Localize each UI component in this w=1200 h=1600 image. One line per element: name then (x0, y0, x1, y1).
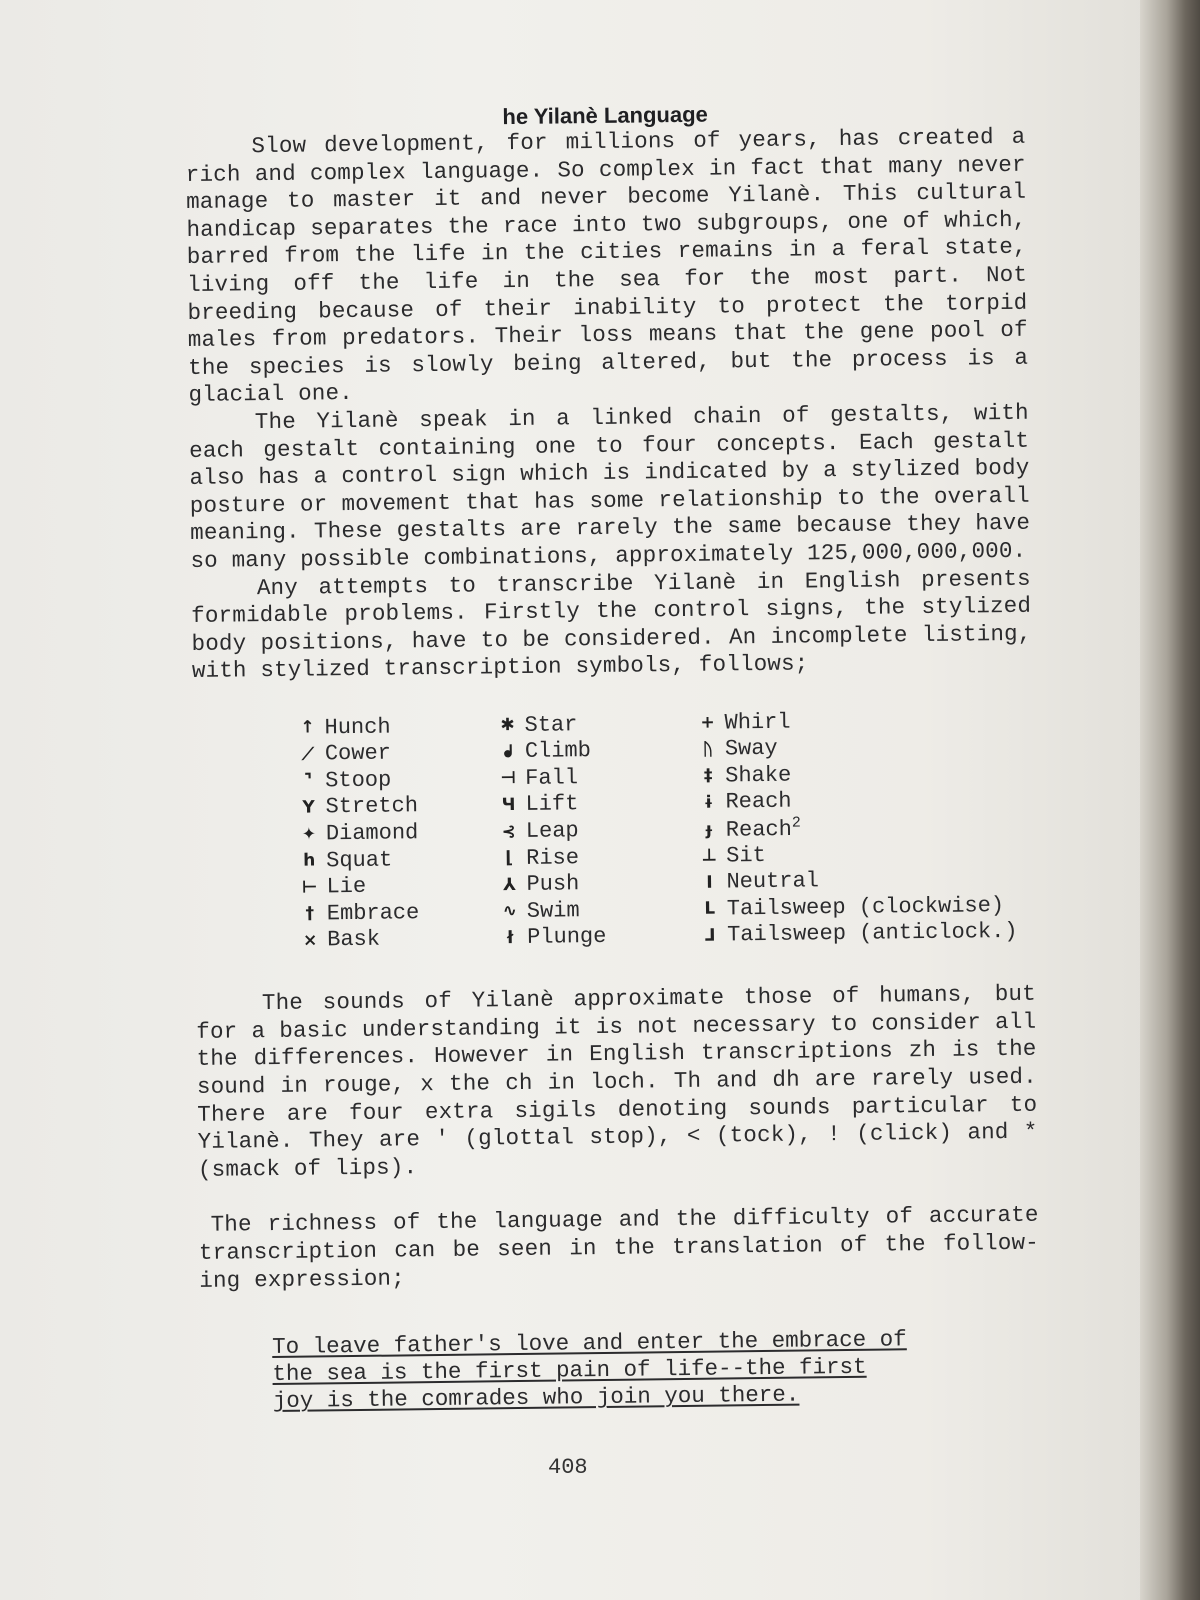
stoop-symbol-icon: ⌝ (304, 770, 313, 791)
bask-symbol-icon: × (302, 930, 318, 951)
sign-row (493, 896, 693, 925)
sign-name: Neutral (726, 868, 820, 895)
sign-name: Star (524, 711, 578, 738)
sign-name: Sway (724, 736, 778, 762)
push-symbol-icon: ⅄ (502, 874, 517, 895)
reach-2-symbol-icon: ɟ (705, 819, 712, 840)
sign-row (490, 710, 690, 739)
sign-name: Whirl (724, 709, 791, 736)
sign-name: Shake (725, 762, 792, 789)
sign-row (492, 843, 692, 872)
sign-row (292, 872, 492, 901)
sign-row (291, 739, 491, 768)
lift-symbol-icon: Ч (501, 794, 516, 816)
sign-name: Swim (526, 898, 580, 924)
sign-column-2 (490, 710, 693, 952)
cower-symbol-icon: ⟋ (301, 744, 314, 765)
page-title: he Yilanè Language (502, 101, 708, 130)
sign-row (493, 922, 693, 951)
sway-symbol-icon: ᚢ (702, 739, 714, 760)
reach-symbol-icon: ɨ (703, 792, 714, 813)
sign-row (691, 732, 1021, 763)
shake-symbol-icon: ‡ (703, 765, 713, 787)
paragraph-sounds: The sounds of Yilanè approximate those of humans, but for a basic understanding it is not necessary to consider all the differences. However in English transcriptions zh is the sound in rouge, x the ch in loch. Th and dh are rarely used. There are four extra sigils denoting sounds particular to Yilanè. They are ' (glottal stop), < (tock), ! (click) and * (smack of lips). (196, 980, 1038, 1183)
sign-name: Squat (326, 847, 393, 873)
page-content (185, 98, 1041, 1416)
paragraph-richness: The richness of the language and the difficulty of accurate transcription can be seen in the translation of the follow-ing expression; (198, 1202, 1040, 1294)
control-sign-table (290, 706, 1035, 954)
sign-name: Lie (326, 874, 367, 900)
sign-name-text: Reach (725, 816, 793, 843)
sign-row (291, 792, 491, 821)
page-number: 408 (548, 1455, 588, 1480)
sign-row (491, 763, 691, 792)
book-spine-shadow (1140, 0, 1200, 1600)
sign-name: Climb (524, 738, 592, 765)
sign-row (293, 925, 493, 954)
swim-symbol-icon: ∿ (502, 901, 518, 922)
paragraph-slow-development: Slow development, for millions of years, has created a rich and complex language. So complex in fact that many never manage to master it and never become Yilanè. This cultural handicap separates the race into two subgroups, one of which, barred from the life in the cities remains in a feral state, living off the life in the sea for the most part. Not breeding because of their inability to protect the torpid males from predators. Their loss means that the gene pool of the species is slowly being altered, but the process is a glacial one. (185, 123, 1029, 409)
stretch-symbol-icon: Y (302, 797, 315, 818)
sign-row (692, 865, 1022, 896)
sign-name: Stretch (325, 793, 419, 820)
diamond-symbol-icon: ✦ (301, 824, 317, 845)
sign-name: Rise (526, 844, 580, 871)
sign-name: Fall (525, 765, 579, 791)
sign-row (692, 812, 1022, 843)
lie-symbol-icon: ⊢ (301, 877, 318, 898)
sign-row (691, 785, 1021, 816)
sign-name (726, 814, 801, 842)
sign-name: Reach (725, 789, 792, 815)
sign-name: Leap (525, 818, 579, 844)
translated-expression: To leave father's love and enter the embrace of the sea is the first pain of life--the first joy is the comrades who join you there. (271, 1326, 907, 1415)
paragraph-gestalts: The Yilanè speak in a linked chain of gestalts, with each gestalt containing one to four concepts. Each gestalt also has a control sign which is indicated by a stylized body posture or movement that has some relationship to the overall meaning. These gestalts are rarely the same because they have so many possible combinations, approximately 125,000,000,000. (189, 399, 1031, 574)
sign-row (491, 736, 691, 765)
paragraph-transcription: Any attempts to transcribe Yilanè in English presents formidable problems. Firstly the control signs, the stylized body positions, have to be considered. An incomplete listing, with stylized transcription symbols, follows; (191, 565, 1032, 685)
sign-name: Hunch (324, 714, 391, 741)
sign-row (290, 712, 490, 741)
squat-symbol-icon: h (303, 850, 316, 871)
sign-row (291, 765, 491, 794)
sign-name: Lift (525, 791, 579, 818)
sign-name: Tailsweep (anticlock.) (726, 919, 1018, 948)
sit-symbol-icon: ⊥ (701, 845, 718, 866)
sign-row (693, 892, 1023, 923)
neutral-symbol-icon: I (706, 872, 713, 893)
star-symbol-icon: ✱ (500, 715, 515, 736)
plunge-symbol-icon: ł (506, 927, 514, 949)
sign-name: Plunge (527, 924, 607, 951)
sign-row (693, 918, 1023, 949)
hunch-symbol-icon: ↑ (300, 717, 315, 738)
sign-name: Tailsweep (clockwise) (726, 892, 1005, 922)
sign-name: Bask (327, 927, 381, 953)
sign-name: Diamond (325, 820, 419, 847)
sign-row (292, 819, 492, 848)
sign-name: Push (526, 871, 580, 898)
sign-row (692, 839, 1022, 870)
sign-row (691, 759, 1021, 790)
sign-row (492, 869, 692, 898)
tailsweep-anticlockwise-symbol-icon: ᒧ (704, 925, 716, 946)
sign-name: Embrace (326, 900, 420, 927)
tailsweep-clockwise-symbol-icon: ᒪ (704, 898, 716, 920)
sign-row (292, 845, 492, 874)
sign-name: Sit (726, 842, 766, 869)
sign-name: Cower (324, 740, 392, 767)
climb-symbol-icon: ᖱ (503, 741, 513, 762)
sign-column-1 (290, 712, 493, 954)
sign-row (690, 706, 1020, 737)
sign-row (492, 816, 692, 845)
sign-column-3 (690, 706, 1023, 949)
sign-row (293, 898, 493, 927)
leap-symbol-icon: ⊰ (501, 821, 517, 842)
sign-superscript: 2 (791, 814, 801, 832)
embrace-symbol-icon: † (305, 903, 315, 924)
rise-symbol-icon: ⌊ (505, 848, 514, 869)
sign-name: Stoop (325, 767, 392, 794)
whirl-symbol-icon: + (700, 712, 715, 733)
fall-symbol-icon: ⊣ (500, 768, 517, 789)
sign-row (491, 790, 691, 819)
